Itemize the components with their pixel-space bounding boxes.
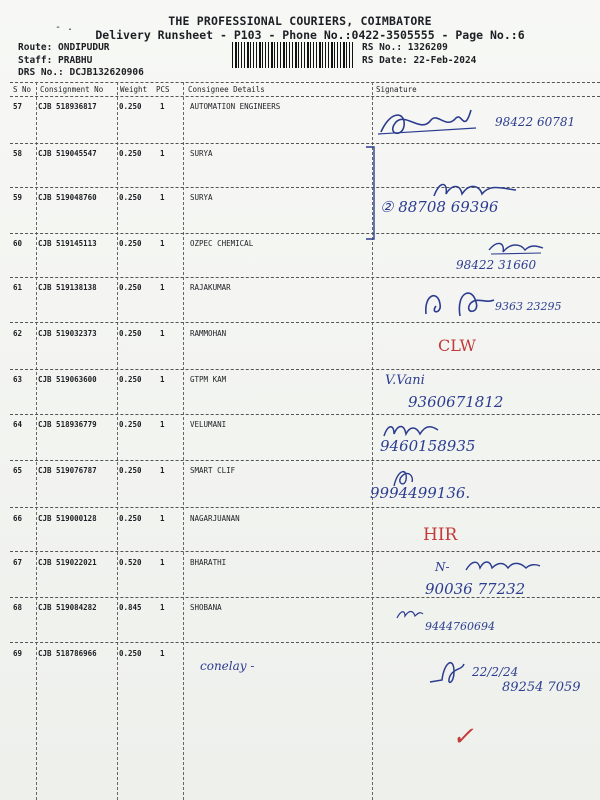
handwritten-phone: ② 88708 69396 — [380, 198, 499, 216]
row-consignment: CJB 519084282 — [38, 603, 97, 612]
row-weight: 0.250 — [119, 649, 142, 658]
header-top-rule — [10, 82, 600, 83]
row-rule — [10, 369, 600, 370]
row-pcs: 1 — [160, 329, 165, 338]
row-sno: 69 — [13, 649, 23, 658]
row-weight: 0.250 — [119, 283, 142, 292]
signature-scribble-57 — [376, 104, 486, 144]
row-consignment: CJB 519032373 — [38, 329, 97, 338]
check-mark: ✓ — [452, 722, 474, 752]
row-sno: 63 — [13, 375, 23, 384]
handwritten-phone: 89254 7059 — [502, 680, 581, 695]
handwritten-name: V.Vani — [385, 373, 425, 388]
col-header-signature: Signature — [376, 85, 417, 94]
table-row — [0, 599, 600, 645]
row-pcs: 1 — [160, 375, 165, 384]
runsheet-subtitle: Delivery Runsheet - P103 - Phone No.:0422-3505555 - Page No.:6 — [95, 28, 525, 42]
row-weight: 0.250 — [119, 239, 142, 248]
row-sno: 62 — [13, 329, 23, 338]
header-bottom-rule — [10, 96, 600, 97]
row-weight: 0.250 — [119, 375, 142, 384]
row-consignee: SHOBANA — [190, 603, 222, 612]
row-weight: 0.250 — [119, 102, 142, 111]
row-weight: 0.250 — [119, 514, 142, 523]
row-sno: 64 — [13, 420, 23, 429]
handwritten-phone: 9363 23295 — [495, 300, 562, 313]
handwritten-phone: 9994499136. — [370, 484, 471, 502]
signature-scribble-59 — [430, 178, 520, 200]
row-consignee: RAJAKUMAR — [190, 283, 231, 292]
handwritten-phone: 9460158935 — [380, 437, 476, 455]
row-consignment: CJB 519063600 — [38, 375, 97, 384]
route-info — [18, 42, 144, 80]
row-pcs: 1 — [160, 149, 165, 158]
row-pcs: 1 — [160, 102, 165, 111]
row-pcs: 1 — [160, 558, 165, 567]
row-consignment: CJB 519000128 — [38, 514, 97, 523]
col-header-weight: Weight — [120, 85, 148, 94]
col-header-consignment: Consignment No — [40, 85, 104, 94]
signature-scribble-69 — [426, 652, 468, 692]
row-sno: 57 — [13, 102, 23, 111]
route-label: Route: ONDIPUDUR — [18, 42, 110, 53]
row-consignment: CJB 518936817 — [38, 102, 97, 111]
table-row — [0, 371, 600, 417]
row-consignment: CJB 519076787 — [38, 466, 97, 475]
row-consignment: CJB 519138138 — [38, 283, 97, 292]
handwritten-phone: 98422 60781 — [495, 115, 576, 129]
row-pcs: 1 — [160, 193, 165, 202]
row-weight: 0.250 — [119, 466, 142, 475]
table-row — [0, 462, 600, 508]
handwritten-phone: 98422 31660 — [456, 258, 537, 272]
row-consignee: SURYA — [190, 193, 213, 202]
row-consignee: NAGARJUANAN — [190, 514, 240, 523]
row-sno: 68 — [13, 603, 23, 612]
delivery-remark: HIR — [423, 525, 458, 545]
row-pcs: 1 — [160, 239, 165, 248]
row-weight: 0.520 — [119, 558, 142, 567]
row-rule — [10, 322, 600, 323]
row-rule — [10, 414, 600, 415]
row-rule — [10, 143, 600, 144]
row-consignee: VELUMANI — [190, 420, 227, 429]
row-rule — [10, 551, 600, 552]
bracket-mark — [364, 145, 378, 241]
row-rule — [10, 642, 600, 643]
row-weight: 0.250 — [119, 149, 142, 158]
table-row — [0, 325, 600, 371]
row-rule — [10, 277, 600, 278]
row-pcs: 1 — [160, 283, 165, 292]
row-pcs: 1 — [160, 603, 165, 612]
handwritten-phone: 90036 77232 — [425, 580, 526, 598]
row-sno: 65 — [13, 466, 23, 475]
row-consignee: SMART CLIF — [190, 466, 236, 475]
handwritten-date: 22/2/24 — [472, 665, 519, 679]
table-row — [0, 416, 600, 462]
rs-date: RS Date: 22-Feb-2024 — [362, 54, 477, 66]
signature-scribble-61 — [420, 284, 500, 324]
staff-label: Staff: PRABHU — [18, 54, 93, 66]
row-consignee: AUTOMATION ENGINEERS — [190, 102, 281, 111]
signature-scribble-67 — [462, 556, 542, 576]
handwritten-phone: 9444760694 — [425, 620, 495, 633]
stray-pen-mark: - . — [55, 22, 74, 33]
row-pcs: 1 — [160, 649, 165, 658]
row-pcs: 1 — [160, 420, 165, 429]
row-pcs: 1 — [160, 514, 165, 523]
row-consignee: SURYA — [190, 149, 213, 158]
row-weight: 0.250 — [119, 420, 142, 429]
row-rule — [10, 233, 600, 234]
row-rule — [10, 460, 600, 461]
row-sno: 61 — [13, 283, 23, 292]
row-consignment: CJB 519022021 — [38, 558, 97, 567]
row-consignee: BHARATHI — [190, 558, 227, 567]
delivery-remark: CLW — [438, 336, 476, 355]
row-consignee: GTPM KAM — [190, 375, 227, 384]
signature-scribble-68 — [395, 608, 425, 622]
barcode — [232, 42, 354, 68]
col-header-consignee: Consignee Details — [188, 85, 265, 94]
company-title: THE PROFESSIONAL COURIERS, COIMBATORE — [168, 14, 432, 28]
row-consignment: CJB 519048760 — [38, 193, 97, 202]
row-sno: 58 — [13, 149, 23, 158]
handwritten-name: N- — [435, 560, 450, 574]
drs-label: DRS No.: DCJB132620906 — [18, 67, 144, 78]
row-pcs: 1 — [160, 466, 165, 475]
row-rule — [10, 507, 600, 508]
row-weight: 0.845 — [119, 603, 142, 612]
col-header-sno: S No — [13, 85, 32, 94]
handwritten-remark: conelay - — [200, 659, 255, 673]
row-sno: 67 — [13, 558, 23, 567]
rs-number: RS No.: 1326209 — [362, 42, 448, 53]
row-consignee: OZPEC CHEMICAL — [190, 239, 254, 248]
row-sno: 59 — [13, 193, 23, 202]
col-header-pcs: PCS — [156, 85, 170, 94]
row-consignment: CJB 519045547 — [38, 149, 97, 158]
row-sno: 60 — [13, 239, 23, 248]
row-consignee: RAMMOHAN — [190, 329, 227, 338]
table-row — [0, 510, 600, 556]
row-consignment: CJB 518936779 — [38, 420, 97, 429]
row-sno: 66 — [13, 514, 23, 523]
handwritten-phone: 9360671812 — [408, 393, 504, 411]
rs-info — [362, 42, 476, 67]
signature-scribble-60 — [485, 238, 545, 258]
row-weight: 0.250 — [119, 329, 142, 338]
row-consignment: CJB 518786966 — [38, 649, 97, 658]
row-weight: 0.250 — [119, 193, 142, 202]
row-consignment: CJB 519145113 — [38, 239, 97, 248]
